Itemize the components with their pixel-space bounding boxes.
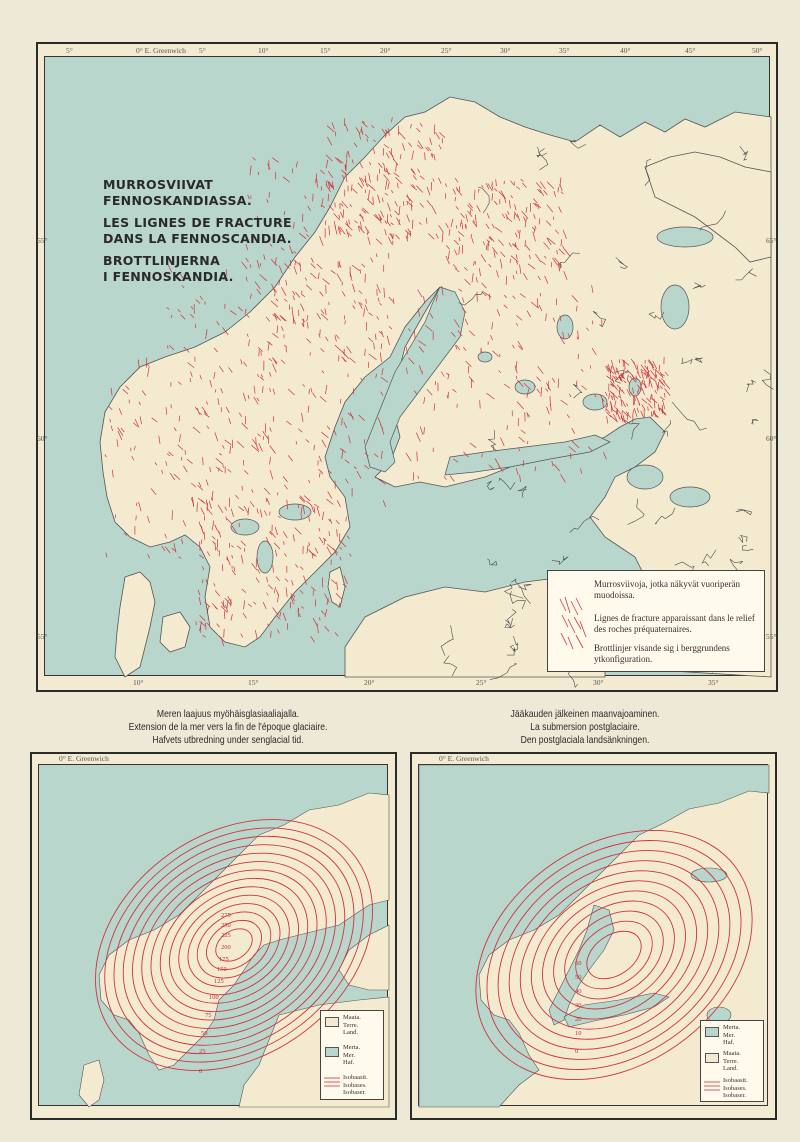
fracture-stroke	[167, 307, 170, 309]
isobase-value: 50	[575, 974, 582, 981]
land-swatch	[325, 1017, 339, 1027]
fracture-stroke	[198, 590, 200, 596]
fracture-stroke	[250, 294, 251, 299]
fracture-stroke	[325, 594, 330, 603]
land-label-fr: Terre.	[723, 1057, 739, 1065]
fracture-stroke	[200, 615, 206, 621]
sea-label-fi: Merta.	[723, 1024, 741, 1031]
land-label-fr: Terre.	[343, 1021, 359, 1029]
fracture-stroke	[342, 449, 343, 459]
fracture-stroke	[206, 329, 208, 339]
fracture-stroke	[320, 617, 321, 620]
bottom-label: 35°	[708, 678, 719, 687]
fracture-stroke	[217, 321, 219, 325]
isobase-swatch	[324, 1075, 340, 1089]
river-line	[518, 486, 527, 497]
isobase-label	[343, 1074, 368, 1097]
fracture-stroke	[354, 467, 356, 469]
fracture-stroke	[256, 437, 257, 445]
fracture-stroke	[352, 160, 353, 164]
fracture-stroke	[320, 170, 324, 174]
fracture-stroke	[392, 117, 393, 122]
fracture-stroke	[554, 464, 560, 471]
legend-fr: Lignes de fracture apparaissant dans le relief des roches préquaternaires.	[594, 613, 755, 634]
fracture-stroke	[635, 396, 636, 401]
isobase-value: 275	[221, 912, 231, 919]
top-label: 30°	[500, 46, 511, 55]
fracture-stroke	[293, 594, 295, 597]
top-label: 10°	[258, 46, 269, 55]
fracture-stroke	[191, 306, 193, 309]
fracture-stroke	[359, 132, 360, 140]
fracture-stroke	[296, 162, 297, 168]
right-numbers	[575, 960, 582, 1055]
bottom-label: 10°	[133, 678, 144, 687]
fracture-stroke	[348, 151, 349, 158]
fracture-stroke	[382, 368, 383, 375]
fracture-stroke	[272, 158, 279, 163]
fracture-stroke	[148, 554, 150, 558]
fracture-stroke	[203, 635, 206, 637]
fracture-stroke	[332, 123, 334, 130]
right-map-top-label: 0° E. Greenwich	[439, 754, 489, 763]
top-label: 50°	[752, 46, 763, 55]
fracture-stroke	[224, 629, 225, 638]
fracture-stroke	[165, 547, 170, 553]
title-fr-1: LES LIGNES DE FRACTURE	[103, 215, 292, 230]
left-label: 55°	[37, 632, 48, 641]
fracture-stroke	[230, 310, 236, 314]
legend-sv: Brottlinjer visande sig i berggrundens ytkonfiguration.	[594, 643, 730, 664]
fracture-stroke	[292, 169, 293, 173]
fracture-stroke	[603, 452, 606, 459]
fracture-stroke	[373, 140, 375, 142]
bottom-label: 30°	[593, 678, 604, 687]
fracture-stroke	[196, 300, 200, 304]
isobase-value: 225	[221, 932, 231, 939]
isobase-label-fr: Isobases.	[343, 1081, 367, 1089]
isobase-value: 150	[217, 966, 227, 973]
fracture-stroke	[311, 587, 316, 591]
fracture-stroke	[190, 314, 194, 317]
isobase-value: 0	[575, 1048, 579, 1055]
fracture-stroke	[313, 618, 317, 626]
fracture-stroke	[665, 393, 666, 397]
sea-swatch	[325, 1047, 339, 1057]
fracture-stroke	[340, 557, 341, 560]
fracture-stroke	[652, 394, 653, 400]
fracture-stroke	[181, 315, 186, 320]
sea-label-sv: Haf.	[343, 1059, 355, 1066]
river-line	[552, 556, 568, 565]
bottom-label: 15°	[248, 678, 259, 687]
fracture-stroke	[332, 181, 333, 190]
isobase-value: 25	[199, 1048, 206, 1055]
fracture-stroke	[199, 597, 201, 605]
land-swatch	[705, 1053, 719, 1063]
isobase-value: 125	[214, 978, 224, 985]
left-map-top-label: 0° E. Greenwich	[59, 754, 109, 763]
right-caption-fr: La submersion postglaciaire.	[530, 721, 640, 733]
fracture-stroke	[259, 350, 260, 357]
fracture-stroke	[326, 160, 328, 168]
fracture-stroke	[525, 240, 526, 246]
fracture-stroke	[283, 613, 286, 621]
fracture-stroke	[340, 547, 342, 549]
fracture-stroke	[350, 412, 353, 420]
top-label: 45°	[685, 46, 696, 55]
fracture-stroke	[486, 245, 487, 250]
sea-label-fi: Merta.	[343, 1044, 361, 1051]
top-label: 25°	[441, 46, 452, 55]
fracture-stroke	[203, 566, 204, 570]
river-line	[487, 481, 495, 490]
river-line	[487, 559, 497, 565]
fracture-stroke	[238, 307, 243, 311]
sea-label	[723, 1024, 740, 1047]
isobase-value: 20	[575, 1016, 582, 1023]
fracture-stroke	[408, 329, 410, 332]
fracture-stroke	[197, 502, 198, 511]
top-label: 5°	[199, 46, 206, 55]
fracture-stroke	[340, 448, 346, 452]
bottom-label: 25°	[476, 678, 487, 687]
fracture-stroke	[181, 539, 182, 545]
main-map-title	[103, 177, 318, 285]
fracture-stroke	[174, 543, 176, 553]
left-label: 65°	[37, 236, 48, 245]
right-map-caption	[491, 708, 680, 747]
fracture-stroke	[344, 422, 347, 428]
fracture-stroke	[340, 399, 341, 404]
left-label: 60°	[37, 434, 48, 443]
fracture-stroke	[516, 468, 518, 475]
fracture-stroke	[182, 286, 184, 288]
fracture-stroke	[325, 626, 329, 631]
isobase-value: 75	[205, 1012, 212, 1019]
fracture-stroke	[417, 452, 418, 462]
isobase-value: 40	[575, 988, 582, 995]
fracture-stroke	[480, 400, 481, 408]
right-caption-sv: Den postglaciala landsänkningen.	[520, 734, 650, 746]
right-label: 65°	[766, 236, 777, 245]
fracture-stroke	[651, 412, 652, 417]
fracture-stroke	[359, 415, 365, 421]
sea-label-sv: Haf.	[723, 1039, 735, 1046]
fracture-stroke	[179, 557, 182, 559]
sea-label	[343, 1044, 360, 1067]
right-label: 60°	[766, 434, 777, 443]
isobase-label	[723, 1077, 748, 1100]
isobase-swatch	[704, 1079, 720, 1093]
fracture-stroke	[299, 614, 300, 617]
fracture-stroke	[381, 377, 388, 382]
fracture-stroke	[349, 554, 351, 557]
top-label: 5°	[66, 46, 73, 55]
fracture-stroke	[345, 460, 350, 463]
fracture-stroke	[257, 289, 261, 294]
land-label	[343, 1014, 361, 1037]
fracture-stroke	[199, 555, 204, 559]
top-label: 0° E. Greenwich	[136, 46, 186, 55]
fracture-stroke	[138, 360, 139, 369]
fracture-stroke	[106, 553, 107, 558]
fracture-stroke	[195, 324, 196, 328]
fracture-stroke	[322, 205, 325, 207]
fracture-stroke	[328, 194, 329, 201]
isobase-value: 50	[201, 1030, 208, 1037]
top-label: 15°	[320, 46, 331, 55]
isobase-value: 250	[221, 922, 231, 929]
fracture-stroke	[270, 512, 271, 516]
fracture-stroke	[413, 472, 414, 480]
fracture-stroke	[325, 609, 327, 617]
legend-fi: Murrosviivoja, jotka näkyvät vuoriperän muodoissa.	[594, 579, 740, 600]
fracture-stroke	[340, 541, 346, 547]
top-label: 20°	[380, 46, 391, 55]
fracture-stroke	[345, 479, 348, 484]
isobase-label-fr: Isobases.	[723, 1084, 747, 1092]
fracture-stroke	[179, 416, 180, 422]
fracture-stroke	[169, 345, 174, 350]
fracture-stroke	[224, 611, 225, 619]
fracture-stroke	[136, 516, 137, 521]
fracture-stroke	[178, 309, 181, 312]
isobase-label-sv: Isobaser.	[343, 1089, 366, 1096]
isobase-value: 10	[575, 1030, 582, 1037]
fracture-stroke	[280, 612, 281, 617]
fracture-stroke	[365, 134, 368, 138]
fracture-stroke	[535, 467, 536, 472]
isobase-value: 30	[575, 1002, 582, 1009]
fracture-stroke	[326, 155, 333, 162]
land-label-fi: Maata.	[723, 1050, 741, 1057]
isobase-label-sv: Isobaser.	[723, 1092, 746, 1099]
fracture-stroke	[349, 436, 351, 444]
fracture-stroke	[412, 220, 413, 229]
fracture-stroke	[317, 623, 318, 633]
fracture-stroke	[345, 124, 348, 132]
left-map-caption	[121, 708, 334, 747]
isobase-value: 200	[221, 944, 231, 951]
isobase-value: 0	[199, 1068, 203, 1075]
sea-swatch	[705, 1027, 719, 1037]
right-map-legend	[700, 1020, 764, 1102]
fracture-stroke	[383, 500, 386, 507]
fracture-stroke	[277, 630, 279, 634]
fracture-stroke	[347, 536, 350, 539]
fracture-stroke	[552, 461, 553, 467]
fracture-stroke	[300, 590, 303, 594]
top-label: 35°	[559, 46, 570, 55]
title-fi-1: MURROSVIIVAT	[103, 177, 214, 192]
right-label: 55°	[766, 632, 777, 641]
fracture-stroke	[381, 392, 383, 396]
sea-label-fr: Mer.	[723, 1031, 736, 1039]
fracture-stroke	[376, 374, 377, 378]
title-fi-2: FENNOSKANDIASSA.	[103, 193, 253, 208]
fracture-stroke	[250, 165, 251, 175]
fracture-stroke	[346, 151, 347, 158]
fracture-stroke	[343, 210, 344, 218]
river-line	[499, 478, 515, 489]
top-label: 40°	[620, 46, 631, 55]
fracture-stroke	[245, 309, 246, 315]
fracture-stroke	[561, 264, 562, 267]
title-fr-2: DANS LA FENNOSCANDIA.	[103, 231, 292, 246]
fracture-stroke	[200, 296, 203, 300]
fracture-stroke	[371, 125, 374, 128]
fracture-legend	[547, 570, 765, 672]
fracture-stroke	[335, 633, 338, 637]
land-label-sv: Land.	[723, 1065, 738, 1072]
fracture-stroke	[111, 388, 112, 396]
isobase-value: 60	[575, 960, 582, 967]
fracture-legend-swatch	[556, 593, 592, 653]
title-sv-2: I FENNOSKANDIA.	[103, 269, 234, 284]
isobase-label-fi: Isobaasit.	[723, 1077, 748, 1084]
fracture-stroke	[311, 636, 315, 642]
sea-label-fr: Mer.	[343, 1051, 356, 1059]
left-caption-fi: Meren laajuus myöhäisglasiaaliajalla.	[156, 708, 300, 720]
fracture-stroke	[206, 623, 207, 630]
fracture-stroke	[301, 606, 304, 608]
fracture-stroke	[321, 611, 325, 615]
land-label-fi: Maata.	[343, 1014, 361, 1021]
fracture-stroke	[367, 138, 368, 141]
left-map-legend	[320, 1010, 384, 1100]
isobase-value: 100	[209, 994, 219, 1001]
fracture-stroke	[342, 418, 343, 426]
title-sv-1: BROTTLINJERNA	[103, 253, 221, 268]
fracture-stroke	[162, 546, 165, 551]
land-label-sv: Land.	[343, 1029, 358, 1036]
fracture-stroke	[577, 381, 578, 385]
fracture-stroke	[354, 143, 357, 147]
isobase-label-fi: Isobaasit.	[343, 1074, 368, 1081]
fracture-stroke	[357, 471, 361, 478]
fracture-stroke	[203, 457, 204, 465]
bottom-label: 20°	[364, 678, 375, 687]
left-caption-fr: Extension de la mer vers la fin de l'époque glaciaire.	[128, 721, 328, 733]
fracture-stroke	[364, 465, 369, 469]
fracture-stroke	[328, 171, 333, 178]
fracture-stroke	[581, 468, 582, 473]
fracture-stroke	[342, 175, 344, 179]
fracture-stroke	[207, 623, 209, 626]
fracture-stroke	[516, 271, 517, 274]
fracture-stroke	[219, 550, 220, 556]
left-caption-sv: Hafvets utbredning under senglacial tid.	[152, 734, 304, 746]
fracture-stroke	[334, 430, 336, 436]
fracture-stroke	[327, 137, 331, 145]
fracture-stroke	[271, 631, 272, 638]
land-label	[723, 1050, 741, 1073]
right-caption-fi: Jääkauden jälkeinen maanvajoaminen.	[510, 708, 660, 720]
fracture-stroke	[560, 474, 565, 482]
fracture-stroke	[520, 475, 521, 482]
fracture-stroke	[253, 158, 256, 161]
fracture-stroke	[344, 576, 348, 584]
isobase-value: 175	[219, 956, 229, 963]
fracture-stroke	[459, 187, 460, 193]
